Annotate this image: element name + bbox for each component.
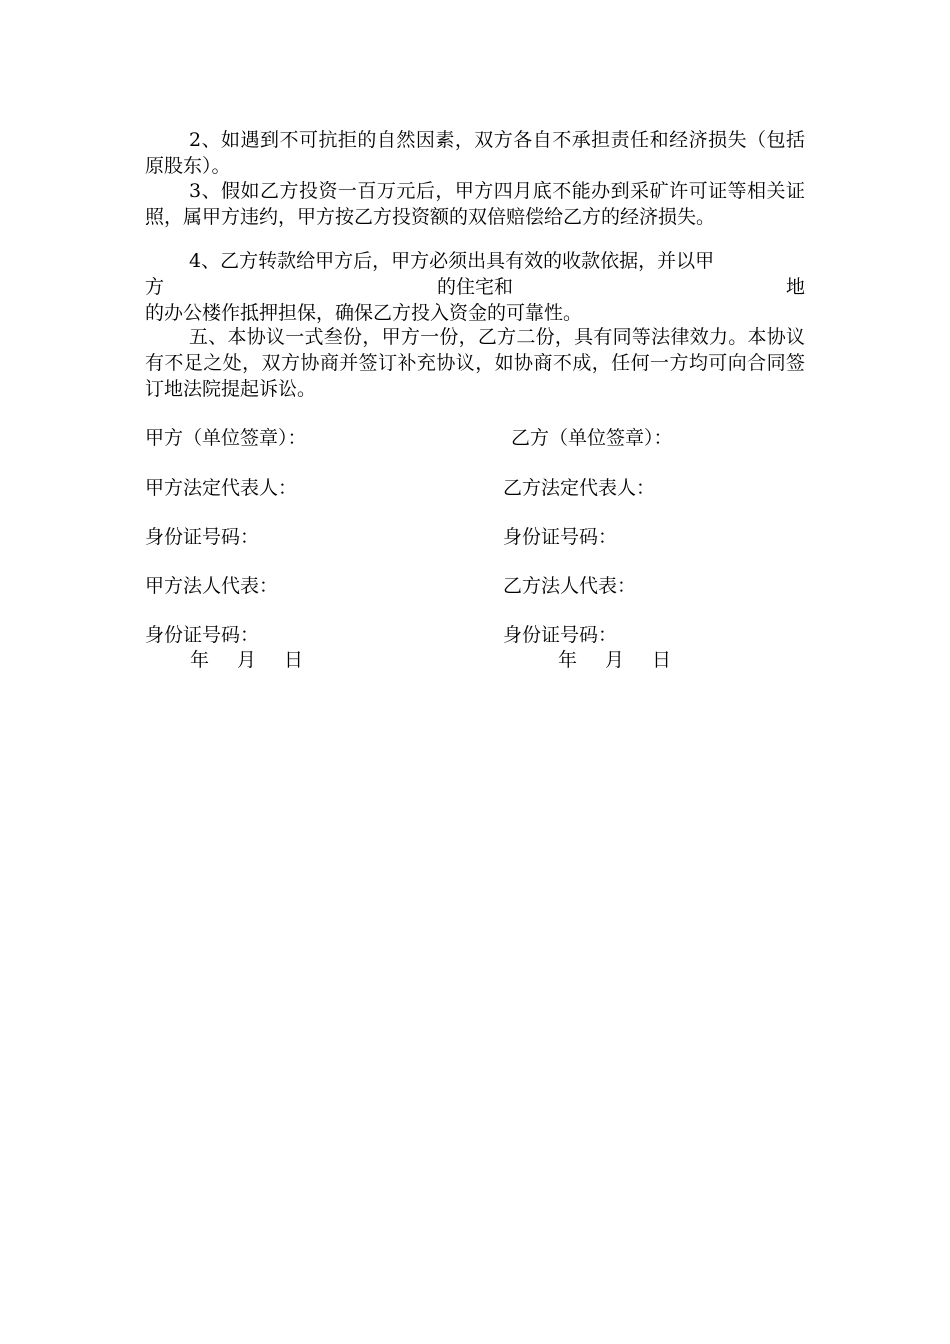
party-b-id-label-1: 身份证号码： (503, 526, 618, 548)
party-b-corp-rep-label: 乙方法人代表： (503, 575, 637, 597)
clause-4-fragment-a: 方 (145, 276, 165, 298)
party-a-corp-rep-label: 甲方法人代表： (145, 575, 279, 597)
party-b-legal-rep-label: 乙方法定代表人： (503, 477, 656, 499)
clause-4-line-2 (145, 274, 805, 300)
clause-3: 3、假如乙方投资一百万元后，甲方四月底不能办到采矿许可证等相关证照，属甲方违约，甲方按乙方投资额的双倍赔偿给乙方的经济损失。 (145, 180, 805, 228)
party-a-date (190, 647, 303, 673)
party-b-date (558, 647, 671, 673)
date-month: 月 (605, 649, 625, 671)
date-year: 年 (190, 649, 210, 671)
party-a-seal-label: 甲方（单位签章）： (145, 427, 307, 449)
clause-4-line-3: 的办公楼作抵押担保，确保乙方投入资金的可靠性。 (145, 302, 583, 324)
date-month: 月 (237, 649, 257, 671)
clause-2: 2、如遇到不可抗拒的自然因素，双方各自不承担责任和经济损失（包括原股东）。 (145, 129, 805, 177)
clause-5: 五、本协议一式叁份，甲方一份，乙方二份，具有同等法律效力。本协议有不足之处，双方协商并签订补充协议，如协商不成，任何一方均可向合同签订地法院提起诉讼。 (145, 326, 805, 400)
date-day: 日 (284, 649, 304, 671)
clause-4-fragment-c: 地 (785, 276, 805, 298)
party-b-seal-label: 乙方（单位签章）： (511, 427, 673, 449)
party-b-id-label-2: 身份证号码： (503, 624, 618, 646)
party-a-id-label-1: 身份证号码： (145, 526, 260, 548)
clause-4-fragment-b: 的住宅和 (436, 276, 513, 298)
clause-4-line-1: 4、乙方转款给甲方后，甲方必须出具有效的收款依据，并以甲 (189, 250, 715, 272)
party-a-legal-rep-label: 甲方法定代表人： (145, 477, 298, 499)
date-day: 日 (652, 649, 672, 671)
party-a-id-label-2: 身份证号码： (145, 624, 260, 646)
date-year: 年 (558, 649, 578, 671)
